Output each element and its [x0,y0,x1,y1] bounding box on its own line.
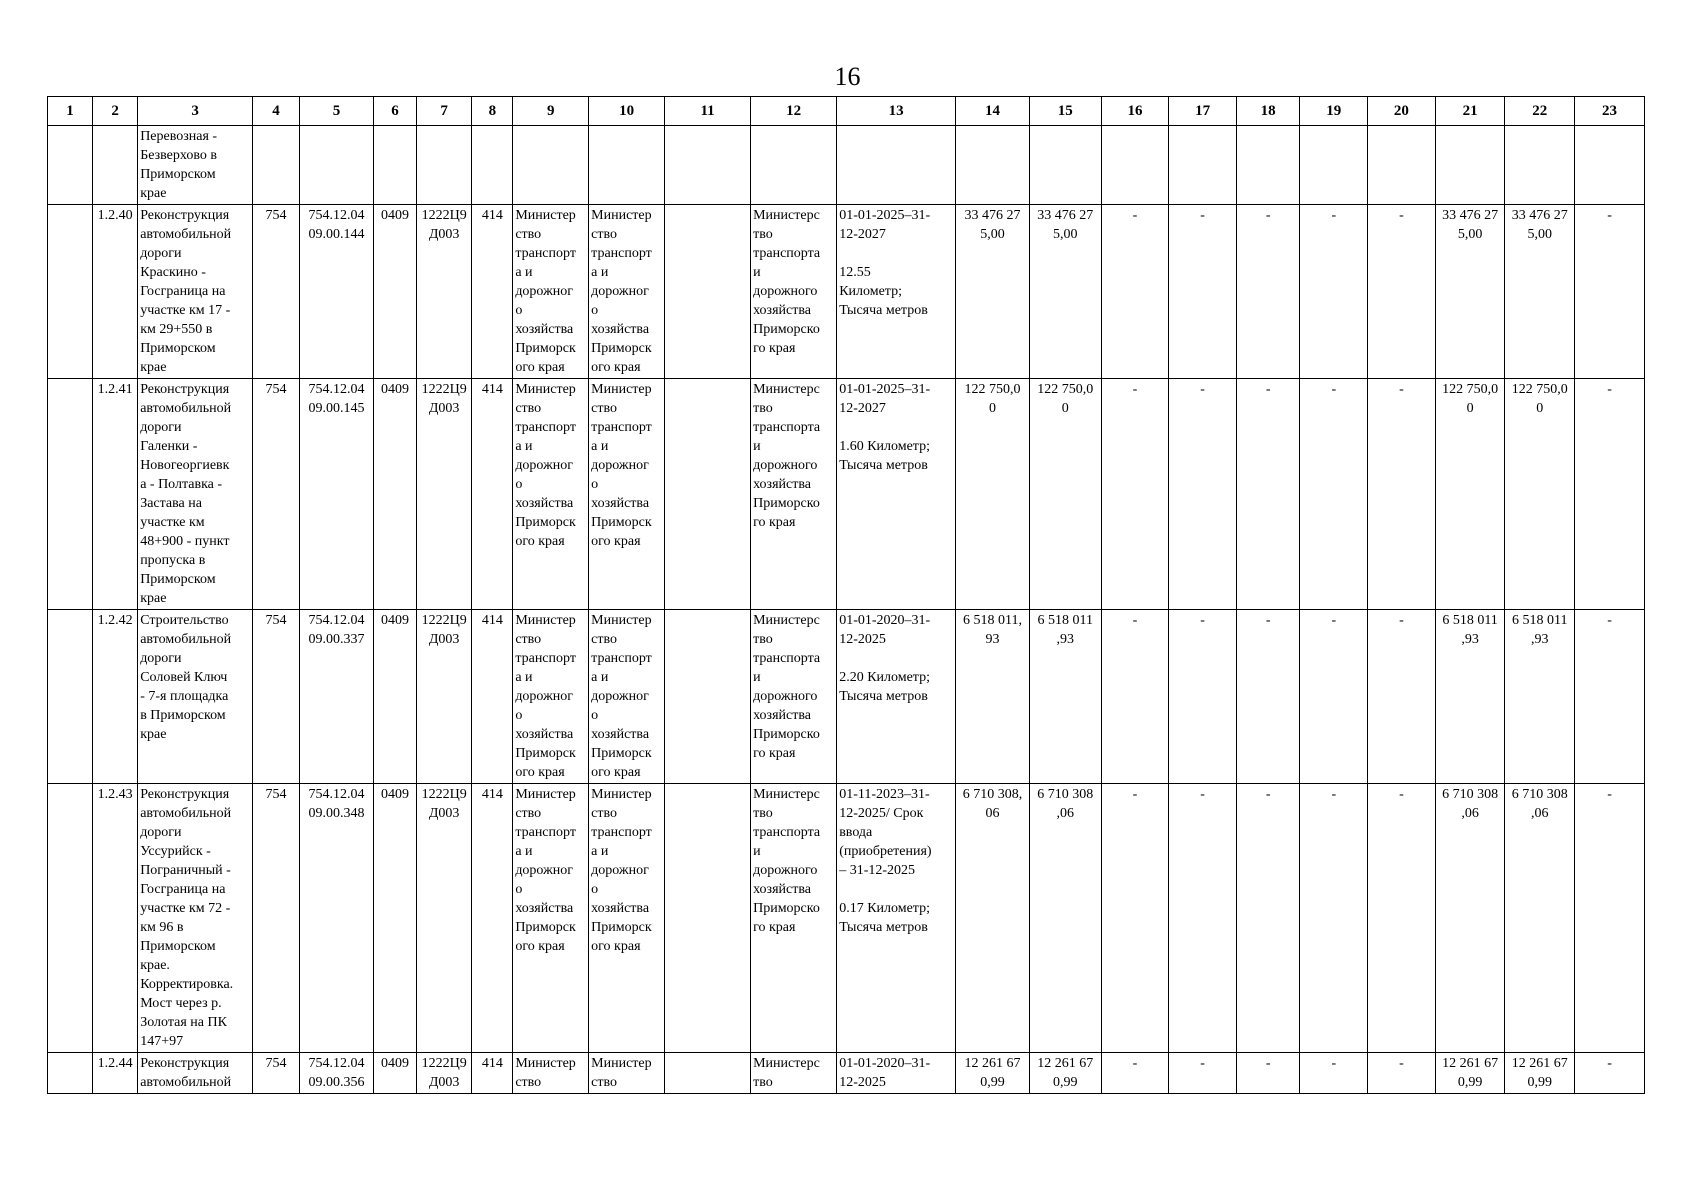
table-cell-col-2 [93,126,138,205]
table-cell-col-1 [48,784,93,1053]
table-row [48,379,1645,610]
table-cell-col-9: Министер ство транспорт а и дорожног о хозяйства Приморск ого края [513,379,589,610]
table-cell-col-10: Министер ство транспорт а и дорожног о хозяйства Приморск ого края [589,379,665,610]
table-cell-col-17: - [1169,205,1237,379]
table-body [48,126,1645,1094]
table-cell-col-22 [1505,126,1575,205]
column-header-17: 17 [1169,97,1237,126]
table-cell-col-15: 12 261 67 0,99 [1029,1053,1101,1094]
column-header-14: 14 [956,97,1030,126]
table-cell-col-20 [1368,126,1436,205]
table-cell-col-14: 6 518 011, 93 [956,610,1030,784]
table-cell-col-12: Министерс тво транспорта и дорожного хозяйства Приморско го края [751,610,837,784]
table-cell-col-1 [48,379,93,610]
table-cell-col-6: 0409 [373,1053,416,1094]
column-header-8: 8 [472,97,513,126]
table-cell-col-7 [416,126,471,205]
table-cell-col-23: - [1575,205,1645,379]
table-cell-col-16: - [1101,610,1169,784]
table-cell-col-5: 754.12.04 09.00.145 [300,379,374,610]
table-cell-col-18: - [1236,610,1300,784]
table-cell-col-13: 01-01-2020–31- 12-2025 2.20 Километр; Тысяча метров [837,610,956,784]
table-cell-col-3: Реконструкция автомобильной дороги Уссурийск - Пограничный - Госграница на участке км 72 - км 96 в Приморском крае. Корректировка. Мост через р. Золотая на ПК 147+97 [138,784,253,1053]
table-cell-col-11 [665,784,751,1053]
column-header-12: 12 [751,97,837,126]
table-cell-col-8: 414 [472,784,513,1053]
table-cell-col-11 [665,379,751,610]
column-header-11: 11 [665,97,751,126]
table-cell-col-2: 1.2.43 [93,784,138,1053]
table-cell-col-20: - [1368,205,1436,379]
table-cell-col-15 [1029,126,1101,205]
table-cell-col-23: - [1575,1053,1645,1094]
page-number: 16 [834,62,861,91]
table-cell-col-3: Реконструкция автомобильной [138,1053,253,1094]
table-cell-col-1 [48,1053,93,1094]
table-cell-col-6: 0409 [373,379,416,610]
table-cell-col-7: 1222Ц9 Д003 [416,784,471,1053]
table-cell-col-6 [373,126,416,205]
table-cell-col-22: 12 261 67 0,99 [1505,1053,1575,1094]
table-cell-col-19: - [1300,379,1368,610]
table-cell-col-8 [472,126,513,205]
table-cell-col-6: 0409 [373,205,416,379]
table-cell-col-20: - [1368,610,1436,784]
table-cell-col-16: - [1101,1053,1169,1094]
table-cell-col-4: 754 [252,1053,299,1094]
table-cell-col-18: - [1236,1053,1300,1094]
table-cell-col-21: 6 710 308 ,06 [1435,784,1505,1053]
table-cell-col-22: 33 476 27 5,00 [1505,205,1575,379]
table-cell-col-12: Министерс тво транспорта и дорожного хозяйства Приморско го края [751,205,837,379]
table-cell-col-10 [589,126,665,205]
table-cell-col-16: - [1101,379,1169,610]
table-cell-col-9: Министер ство транспорт а и дорожног о хозяйства Приморск ого края [513,784,589,1053]
column-header-23: 23 [1575,97,1645,126]
table-cell-col-20: - [1368,379,1436,610]
table-cell-col-7: 1222Ц9 Д003 [416,379,471,610]
table-cell-col-7: 1222Ц9 Д003 [416,610,471,784]
table-row [48,205,1645,379]
column-header-5: 5 [300,97,374,126]
table-cell-col-17: - [1169,784,1237,1053]
table-cell-col-9 [513,126,589,205]
table-cell-col-11 [665,1053,751,1094]
table-cell-col-10: Министер ство транспорт а и дорожног о хозяйства Приморск ого края [589,784,665,1053]
table-cell-col-16: - [1101,784,1169,1053]
column-header-3: 3 [138,97,253,126]
table-cell-col-4 [252,126,299,205]
table-cell-col-5: 754.12.04 09.00.144 [300,205,374,379]
table-cell-col-13: 01-01-2020–31- 12-2025 [837,1053,956,1094]
table-cell-col-10: Министер ство транспорт а и дорожног о хозяйства Приморск ого края [589,610,665,784]
table-cell-col-11 [665,126,751,205]
table-cell-col-13: 01-01-2025–31- 12-2027 1.60 Километр; Тысяча метров [837,379,956,610]
table-cell-col-11 [665,205,751,379]
table-cell-col-4: 754 [252,379,299,610]
table-cell-col-22: 6 710 308 ,06 [1505,784,1575,1053]
table-cell-col-8: 414 [472,379,513,610]
column-header-15: 15 [1029,97,1101,126]
table-cell-col-18: - [1236,784,1300,1053]
table-cell-col-2: 1.2.40 [93,205,138,379]
column-header-9: 9 [513,97,589,126]
table-cell-col-21: 122 750,0 0 [1435,379,1505,610]
header-row [48,97,1645,126]
table-cell-col-3: Реконструкция автомобильной дороги Краскино - Госграница на участке км 17 - км 29+550 в Приморском крае [138,205,253,379]
table-cell-col-23: - [1575,379,1645,610]
column-header-10: 10 [589,97,665,126]
table-cell-col-17: - [1169,1053,1237,1094]
table-cell-col-18 [1236,126,1300,205]
table-cell-col-7: 1222Ц9 Д003 [416,1053,471,1094]
table-row [48,126,1645,205]
table-cell-col-11 [665,610,751,784]
table-cell-col-2: 1.2.44 [93,1053,138,1094]
table-cell-col-18: - [1236,379,1300,610]
column-header-1: 1 [48,97,93,126]
table-cell-col-19 [1300,126,1368,205]
table-cell-col-18: - [1236,205,1300,379]
column-header-19: 19 [1300,97,1368,126]
column-header-18: 18 [1236,97,1300,126]
table-cell-col-21 [1435,126,1505,205]
table-cell-col-17: - [1169,610,1237,784]
table-cell-col-12: Министерс тво транспорта и дорожного хозяйства Приморско го края [751,379,837,610]
table-cell-col-5: 754.12.04 09.00.348 [300,784,374,1053]
column-header-13: 13 [837,97,956,126]
table-cell-col-4: 754 [252,205,299,379]
table-cell-col-19: - [1300,1053,1368,1094]
table-cell-col-9: Министер ство транспорт а и дорожног о хозяйства Приморск ого края [513,205,589,379]
table-cell-col-6: 0409 [373,784,416,1053]
table-cell-col-17: - [1169,379,1237,610]
table-cell-col-4: 754 [252,784,299,1053]
table-cell-col-15: 122 750,0 0 [1029,379,1101,610]
table-cell-col-14: 12 261 67 0,99 [956,1053,1030,1094]
table-cell-col-5: 754.12.04 09.00.356 [300,1053,374,1094]
table-cell-col-9: Министер ство [513,1053,589,1094]
table-cell-col-1 [48,610,93,784]
table-cell-col-19: - [1300,784,1368,1053]
column-header-2: 2 [93,97,138,126]
column-header-6: 6 [373,97,416,126]
table-cell-col-13: 01-11-2023–31- 12-2025/ Срок ввода (приобретения) – 31-12-2025 0.17 Километр; Тысяча метров [837,784,956,1053]
column-header-4: 4 [252,97,299,126]
table-cell-col-5 [300,126,374,205]
table-cell-col-23: - [1575,784,1645,1053]
column-header-20: 20 [1368,97,1436,126]
table-cell-col-14: 122 750,0 0 [956,379,1030,610]
table-cell-col-23 [1575,126,1645,205]
table-cell-col-3: Перевозная - Безверхово в Приморском крае [138,126,253,205]
table-cell-col-22: 122 750,0 0 [1505,379,1575,610]
table-cell-col-15: 6 710 308 ,06 [1029,784,1101,1053]
table-cell-col-1 [48,205,93,379]
table-cell-col-1 [48,126,93,205]
table-cell-col-12 [751,126,837,205]
table-cell-col-4: 754 [252,610,299,784]
table-cell-col-20: - [1368,1053,1436,1094]
table-cell-col-20: - [1368,784,1436,1053]
table-cell-col-12: Министерс тво [751,1053,837,1094]
table-row [48,1053,1645,1094]
column-header-16: 16 [1101,97,1169,126]
table-cell-col-15: 33 476 27 5,00 [1029,205,1101,379]
table-row [48,610,1645,784]
table-cell-col-21: 6 518 011 ,93 [1435,610,1505,784]
table-cell-col-10: Министер ство транспорт а и дорожног о хозяйства Приморск ого края [589,205,665,379]
table-cell-col-21: 33 476 27 5,00 [1435,205,1505,379]
table-cell-col-2: 1.2.42 [93,610,138,784]
table-cell-col-3: Реконструкция автомобильной дороги Галенки - Новогеоргиевк а - Полтавка - Застава на участке км 48+900 - пункт пропуска в Приморском крае [138,379,253,610]
table-cell-col-3: Строительство автомобильной дороги Соловей Ключ - 7-я площадка в Приморском крае [138,610,253,784]
column-header-21: 21 [1435,97,1505,126]
table-cell-col-6: 0409 [373,610,416,784]
table-cell-col-19: - [1300,610,1368,784]
table-cell-col-14: 6 710 308, 06 [956,784,1030,1053]
table-cell-col-5: 754.12.04 09.00.337 [300,610,374,784]
table-cell-col-14 [956,126,1030,205]
table-cell-col-10: Министер ство [589,1053,665,1094]
table-cell-col-9: Министер ство транспорт а и дорожног о хозяйства Приморск ого края [513,610,589,784]
table-cell-col-8: 414 [472,1053,513,1094]
table-cell-col-7: 1222Ц9 Д003 [416,205,471,379]
column-header-22: 22 [1505,97,1575,126]
table-cell-col-21: 12 261 67 0,99 [1435,1053,1505,1094]
table-cell-col-22: 6 518 011 ,93 [1505,610,1575,784]
table-cell-col-13: 01-01-2025–31- 12-2027 12.55 Километр; Тысяча метров [837,205,956,379]
table-cell-col-16 [1101,126,1169,205]
table-cell-col-19: - [1300,205,1368,379]
column-header-7: 7 [416,97,471,126]
table-cell-col-12: Министерс тво транспорта и дорожного хозяйства Приморско го края [751,784,837,1053]
table-cell-col-8: 414 [472,610,513,784]
table-cell-col-17 [1169,126,1237,205]
table-cell-col-15: 6 518 011 ,93 [1029,610,1101,784]
table-cell-col-2: 1.2.41 [93,379,138,610]
table-cell-col-23: - [1575,610,1645,784]
table-row [48,784,1645,1053]
table-cell-col-14: 33 476 27 5,00 [956,205,1030,379]
table-cell-col-13 [837,126,956,205]
data-table [47,96,1645,1094]
table-cell-col-8: 414 [472,205,513,379]
table-cell-col-16: - [1101,205,1169,379]
